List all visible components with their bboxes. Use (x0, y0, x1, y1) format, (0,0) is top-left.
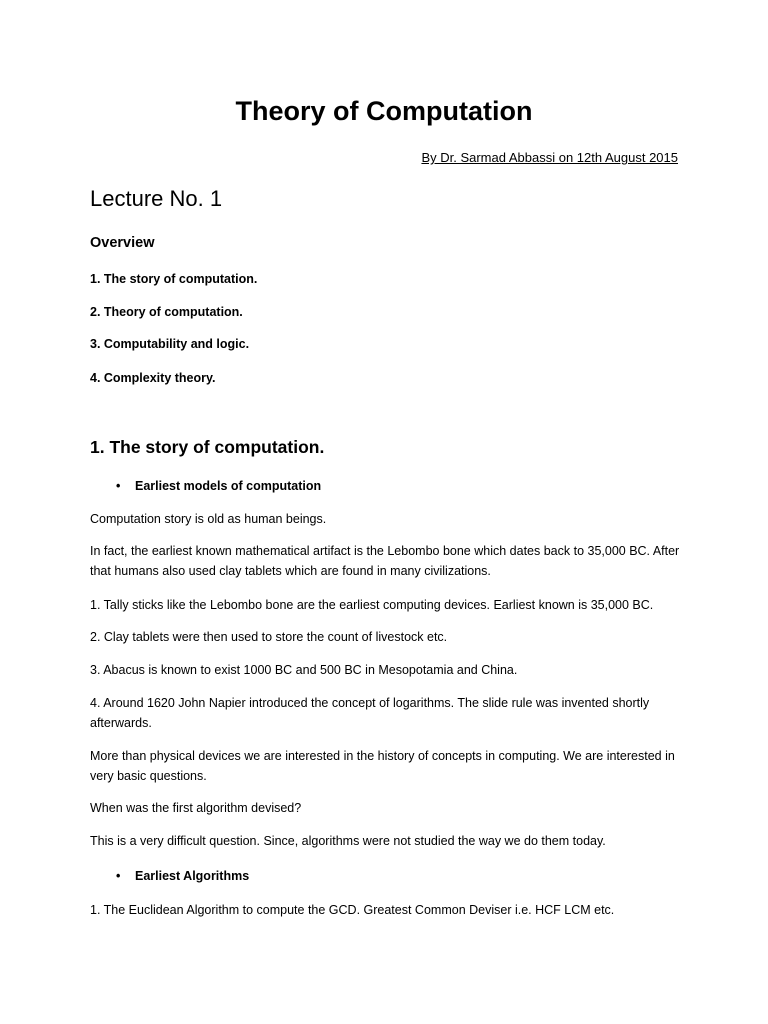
section-heading: 1. The story of computation. (90, 437, 325, 457)
bullet-label: Earliest models of computation (135, 479, 322, 493)
overview-item: 3. Computability and logic. (90, 337, 250, 351)
bullet-label: Earliest Algorithms (135, 869, 250, 883)
overview-item: 4. Complexity theory. (90, 371, 216, 385)
paragraph: 2. Clay tablets were then used to store the count of livestock etc. (90, 630, 448, 644)
paragraph: This is a very difficult question. Since, algorithms were not studied the way we do them today. (90, 834, 606, 848)
document-title: Theory of Computation (235, 96, 533, 126)
overview-item: 2. Theory of computation. (90, 305, 243, 319)
bullet-icon: • (116, 479, 121, 493)
paragraph: In fact, the earliest known mathematical artifact is the Lebombo bone which dates back to 35,000 BC. After that humans also used clay tablets which are found in many civilizations. (90, 544, 680, 578)
lecture-heading: Lecture No. 1 (90, 186, 223, 211)
paragraph: 1. The Euclidean Algorithm to compute the GCD. Greatest Common Deviser i.e. HCF LCM etc. (90, 903, 615, 917)
paragraph: When was the first algorithm devised? (90, 801, 302, 815)
bullet-icon: • (116, 869, 121, 883)
paragraph: More than physical devices we are interested in the history of concepts in computing. We are interested in very basic questions. (90, 749, 675, 783)
paragraph: 3. Abacus is known to exist 1000 BC and 500 BC in Mesopotamia and China. (90, 663, 518, 677)
paragraph: Computation story is old as human beings. (90, 512, 327, 526)
overview-heading: Overview (90, 235, 155, 251)
overview-item: 1. The story of computation. (90, 272, 258, 286)
paragraph: 1. Tally sticks like the Lebombo bone are the earliest computing devices. Earliest known is 35,000 BC. (90, 598, 654, 612)
paragraph: 4. Around 1620 John Napier introduced the concept of logarithms. The slide rule was invented shortly afterwards. (90, 696, 650, 730)
author-byline: By Dr. Sarmad Abbassi on 12th August 2015 (421, 150, 678, 165)
